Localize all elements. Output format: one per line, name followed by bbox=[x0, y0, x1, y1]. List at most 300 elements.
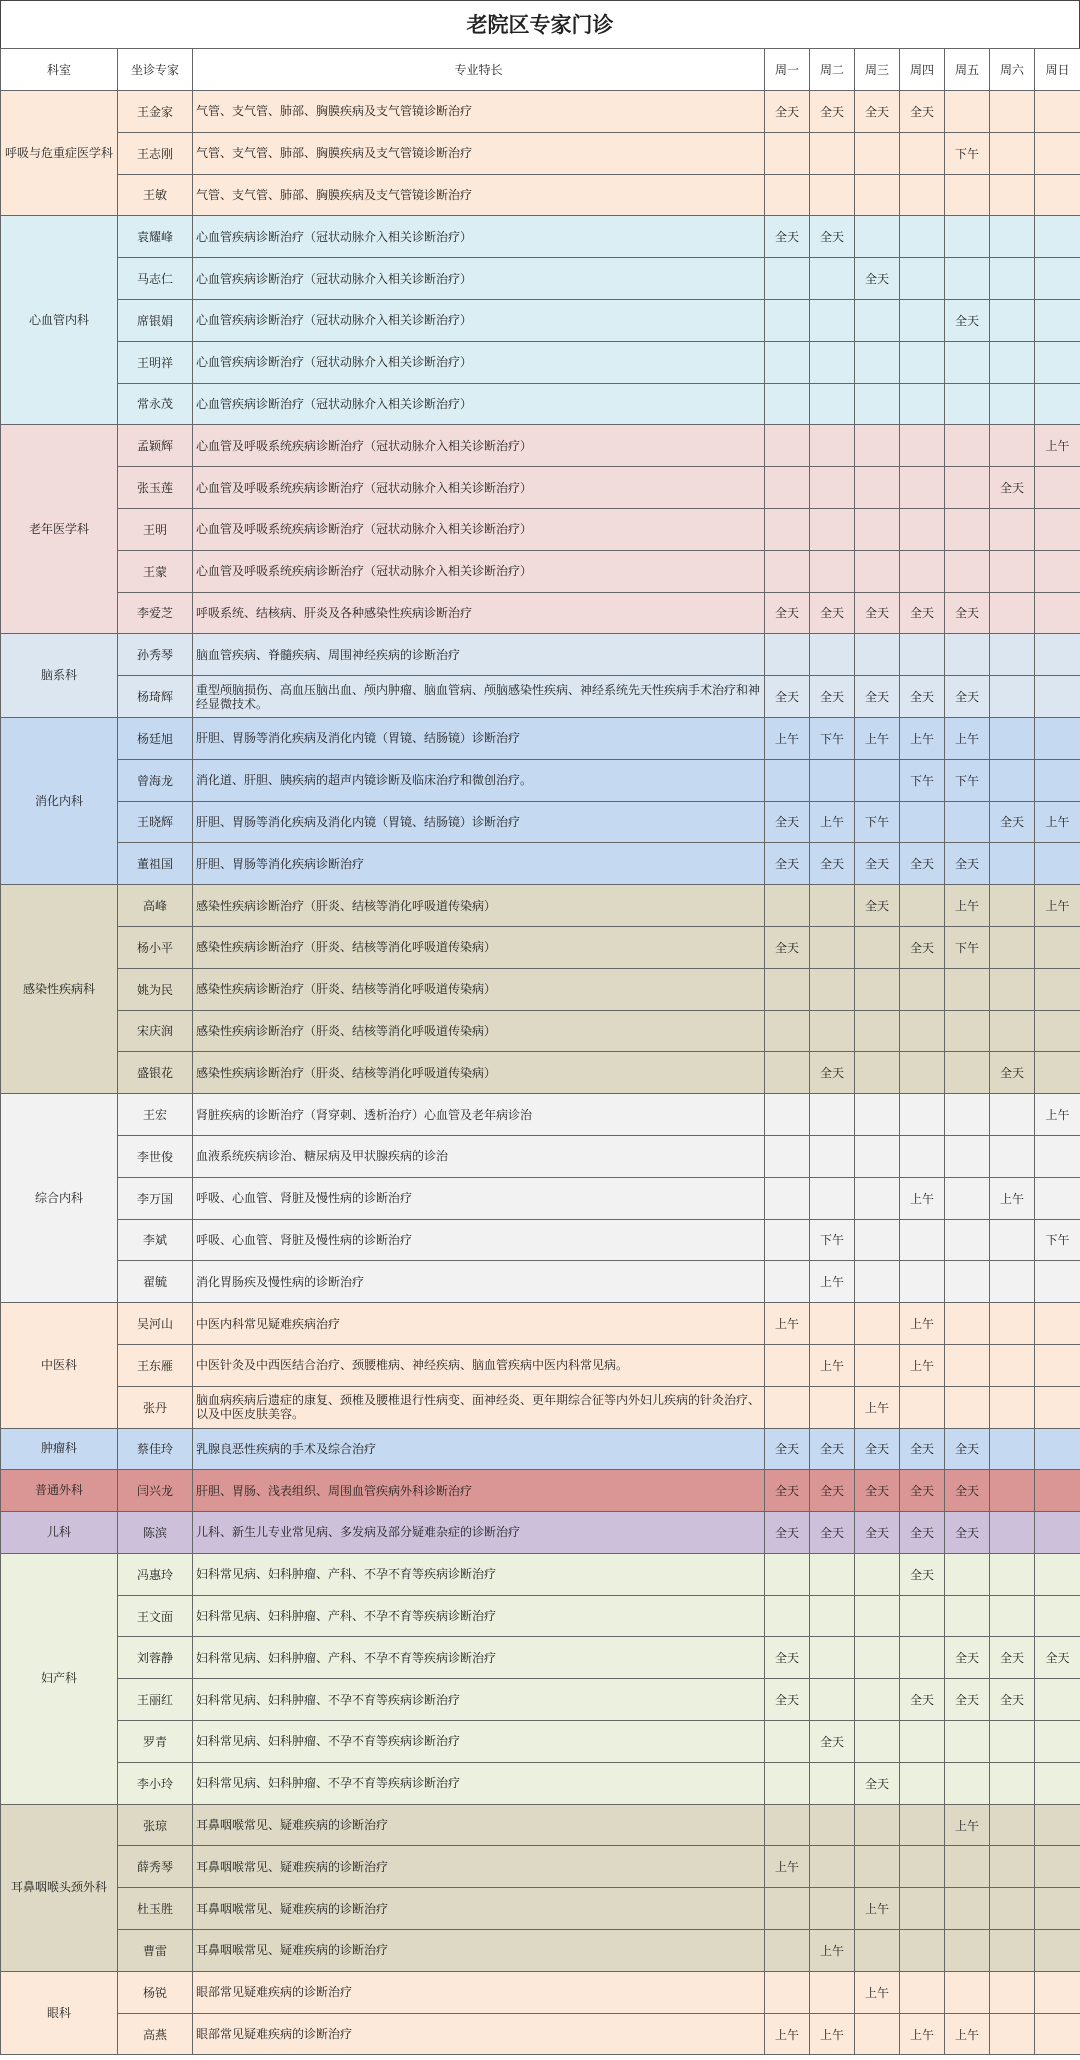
schedule-cell bbox=[990, 1010, 1035, 1052]
table-row bbox=[1, 1177, 1080, 1219]
schedule-cell bbox=[765, 968, 810, 1010]
schedule-cell bbox=[990, 2013, 1035, 2055]
doctor-name: 高燕 bbox=[118, 2013, 193, 2055]
schedule-cell bbox=[810, 759, 855, 801]
doctor-specialty: 感染性疾病诊断治疗（肝炎、结核等消化呼吸道传染病） bbox=[193, 1052, 765, 1094]
doctor-specialty: 心血管疾病诊断治疗（冠状动脉介入相关诊断治疗） bbox=[193, 299, 765, 341]
doctor-specialty: 耳鼻咽喉常见、疑难疾病的诊断治疗 bbox=[193, 1930, 765, 1972]
schedule-cell bbox=[990, 1846, 1035, 1888]
doctor-specialty: 心血管及呼吸系统疾病诊断治疗（冠状动脉介入相关诊断治疗） bbox=[193, 550, 765, 592]
schedule-cell bbox=[765, 132, 810, 174]
schedule-cell bbox=[855, 508, 900, 550]
schedule-cell bbox=[990, 926, 1035, 968]
header-specialty: 专业特长 bbox=[193, 49, 765, 91]
table-row bbox=[1, 1595, 1080, 1637]
schedule-cell bbox=[810, 968, 855, 1010]
schedule-cell bbox=[765, 1595, 810, 1637]
schedule-cell bbox=[945, 1177, 990, 1219]
doctor-name: 罗青 bbox=[118, 1721, 193, 1763]
doctor-specialty: 肾脏疾病的诊断治疗（肾穿刺、透析治疗）心血管及老年病诊治 bbox=[193, 1094, 765, 1136]
schedule-cell bbox=[900, 216, 945, 258]
schedule-cell bbox=[855, 926, 900, 968]
schedule-cell bbox=[855, 1135, 900, 1177]
schedule-cell bbox=[900, 1386, 945, 1428]
schedule-cell: 全天 bbox=[945, 1679, 990, 1721]
doctor-name: 杨琦辉 bbox=[118, 676, 193, 718]
schedule-cell bbox=[990, 885, 1035, 927]
doctor-specialty: 妇科常见病、妇科肿瘤、产科、不孕不育等疾病诊断治疗 bbox=[193, 1595, 765, 1637]
schedule-cell: 下午 bbox=[855, 801, 900, 843]
doctor-specialty: 呼吸、心血管、肾脏及慢性病的诊断治疗 bbox=[193, 1177, 765, 1219]
schedule-cell bbox=[765, 174, 810, 216]
schedule-cell bbox=[900, 885, 945, 927]
schedule-cell bbox=[765, 885, 810, 927]
schedule-cell bbox=[855, 1721, 900, 1763]
doctor-name: 高峰 bbox=[118, 885, 193, 927]
schedule-cell bbox=[945, 1762, 990, 1804]
schedule-cell bbox=[810, 1010, 855, 1052]
schedule-cell bbox=[945, 1094, 990, 1136]
schedule-cell bbox=[990, 1804, 1035, 1846]
schedule-cell bbox=[855, 1846, 900, 1888]
schedule-cell bbox=[1035, 1888, 1080, 1930]
schedule-cell: 全天 bbox=[810, 1052, 855, 1094]
schedule-cell: 下午 bbox=[1035, 1219, 1080, 1261]
doctor-name: 马志仁 bbox=[118, 258, 193, 300]
department-name: 消化内科 bbox=[1, 717, 118, 884]
doctor-specialty: 感染性疾病诊断治疗（肝炎、结核等消化呼吸道传染病） bbox=[193, 968, 765, 1010]
schedule-cell: 上午 bbox=[900, 717, 945, 759]
doctor-specialty: 心血管及呼吸系统疾病诊断治疗（冠状动脉介入相关诊断治疗） bbox=[193, 425, 765, 467]
doctor-specialty: 感染性疾病诊断治疗（肝炎、结核等消化呼吸道传染病） bbox=[193, 926, 765, 968]
schedule-cell bbox=[1035, 91, 1080, 133]
schedule-cell bbox=[855, 2013, 900, 2055]
table-row bbox=[1, 550, 1080, 592]
doctor-specialty: 消化道、肝胆、胰疾病的超声内镜诊断及临床治疗和微创治疗。 bbox=[193, 759, 765, 801]
schedule-cell bbox=[945, 1930, 990, 1972]
schedule-cell bbox=[810, 1637, 855, 1679]
schedule-cell: 全天 bbox=[855, 1470, 900, 1512]
schedule-cell: 全天 bbox=[810, 1512, 855, 1554]
schedule-cell bbox=[810, 1386, 855, 1428]
schedule-cell: 上午 bbox=[810, 801, 855, 843]
schedule-cell bbox=[945, 1721, 990, 1763]
schedule-cell bbox=[990, 1971, 1035, 2013]
schedule-cell: 全天 bbox=[810, 676, 855, 718]
schedule-cell: 全天 bbox=[810, 91, 855, 133]
schedule-cell bbox=[1035, 1052, 1080, 1094]
table-row bbox=[1, 592, 1080, 634]
schedule-cell bbox=[990, 676, 1035, 718]
department-name: 眼科 bbox=[1, 1971, 118, 2055]
doctor-name: 杜玉胜 bbox=[118, 1888, 193, 1930]
schedule-cell: 全天 bbox=[765, 216, 810, 258]
schedule-cell: 上午 bbox=[900, 1344, 945, 1386]
table-row bbox=[1, 2013, 1080, 2055]
doctor-name: 张玉莲 bbox=[118, 467, 193, 509]
doctor-specialty: 心血管及呼吸系统疾病诊断治疗（冠状动脉介入相关诊断治疗） bbox=[193, 467, 765, 509]
schedule-cell bbox=[900, 1595, 945, 1637]
doctor-specialty: 妇科常见病、妇科肿瘤、不孕不育等疾病诊断治疗 bbox=[193, 1721, 765, 1763]
schedule-cell: 下午 bbox=[900, 759, 945, 801]
doctor-specialty: 肝胆、胃肠等消化疾病诊断治疗 bbox=[193, 843, 765, 885]
doctor-specialty: 中医针灸及中西医结合治疗、颈腰椎病、神经疾病、脑血管疾病中医内科常见病。 bbox=[193, 1344, 765, 1386]
table-row bbox=[1, 383, 1080, 425]
header-day: 周四 bbox=[900, 49, 945, 91]
doctor-name: 王明祥 bbox=[118, 341, 193, 383]
doctor-specialty: 眼部常见疑难疾病的诊断治疗 bbox=[193, 2013, 765, 2055]
schedule-cell bbox=[855, 1261, 900, 1303]
table-row bbox=[1, 1261, 1080, 1303]
schedule-cell bbox=[810, 1177, 855, 1219]
schedule-cell bbox=[945, 425, 990, 467]
schedule-cell bbox=[855, 1595, 900, 1637]
schedule-cell bbox=[855, 174, 900, 216]
schedule-cell bbox=[990, 258, 1035, 300]
schedule-cell: 全天 bbox=[810, 1721, 855, 1763]
schedule-cell bbox=[900, 258, 945, 300]
header-day: 周六 bbox=[990, 49, 1035, 91]
schedule-cell bbox=[990, 1428, 1035, 1470]
doctor-specialty: 妇科常见病、妇科肿瘤、产科、不孕不育等疾病诊断治疗 bbox=[193, 1553, 765, 1595]
schedule-cell: 全天 bbox=[810, 1428, 855, 1470]
doctor-specialty: 耳鼻咽喉常见、疑难疾病的诊断治疗 bbox=[193, 1804, 765, 1846]
schedule-cell bbox=[855, 341, 900, 383]
doctor-name: 王晓辉 bbox=[118, 801, 193, 843]
schedule-cell: 全天 bbox=[900, 592, 945, 634]
schedule-cell bbox=[945, 968, 990, 1010]
department-name: 普通外科 bbox=[1, 1470, 118, 1512]
schedule-cell bbox=[990, 1930, 1035, 1972]
schedule-cell bbox=[945, 1344, 990, 1386]
schedule-cell: 上午 bbox=[900, 1177, 945, 1219]
schedule-cell bbox=[1035, 341, 1080, 383]
schedule-cell bbox=[900, 1052, 945, 1094]
schedule-cell: 上午 bbox=[1035, 425, 1080, 467]
schedule-cell bbox=[855, 467, 900, 509]
schedule-cell bbox=[1035, 1344, 1080, 1386]
schedule-cell bbox=[855, 1637, 900, 1679]
schedule-cell bbox=[990, 341, 1035, 383]
schedule-cell bbox=[765, 1219, 810, 1261]
table-row bbox=[1, 1512, 1080, 1554]
schedule-cell bbox=[1035, 1553, 1080, 1595]
schedule-cell bbox=[900, 1888, 945, 1930]
doctor-specialty: 血液系统疾病诊治、糖尿病及甲状腺疾病的诊治 bbox=[193, 1135, 765, 1177]
schedule-cell bbox=[945, 1553, 990, 1595]
schedule-cell bbox=[990, 1762, 1035, 1804]
schedule-cell bbox=[855, 1303, 900, 1345]
schedule-cell bbox=[1035, 467, 1080, 509]
schedule-cell bbox=[855, 1930, 900, 1972]
schedule-cell: 全天 bbox=[855, 258, 900, 300]
department-name: 中医科 bbox=[1, 1303, 118, 1428]
doctor-name: 李斌 bbox=[118, 1219, 193, 1261]
schedule-cell bbox=[900, 1637, 945, 1679]
doctor-name: 盛银花 bbox=[118, 1052, 193, 1094]
schedule-cell: 全天 bbox=[765, 1428, 810, 1470]
doctor-name: 曹雷 bbox=[118, 1930, 193, 1972]
schedule-cell bbox=[900, 341, 945, 383]
table-row bbox=[1, 1135, 1080, 1177]
schedule-cell bbox=[990, 1135, 1035, 1177]
doctor-specialty: 心血管疾病诊断治疗（冠状动脉介入相关诊断治疗） bbox=[193, 258, 765, 300]
schedule-cell bbox=[1035, 1512, 1080, 1554]
schedule-cell bbox=[765, 341, 810, 383]
doctor-specialty: 脑血管疾病、脊髓疾病、周围神经疾病的诊断治疗 bbox=[193, 634, 765, 676]
schedule-cell: 下午 bbox=[945, 759, 990, 801]
schedule-cell bbox=[1035, 1595, 1080, 1637]
header-day: 周日 bbox=[1035, 49, 1080, 91]
schedule-cell: 下午 bbox=[810, 1219, 855, 1261]
schedule-cell bbox=[900, 1010, 945, 1052]
schedule-cell: 上午 bbox=[945, 1804, 990, 1846]
schedule-cell bbox=[855, 1553, 900, 1595]
department-name: 心血管内科 bbox=[1, 216, 118, 425]
header-day: 周一 bbox=[765, 49, 810, 91]
schedule-cell bbox=[1035, 1177, 1080, 1219]
schedule-cell bbox=[855, 425, 900, 467]
table-row bbox=[1, 1637, 1080, 1679]
doctor-specialty: 心血管及呼吸系统疾病诊断治疗（冠状动脉介入相关诊断治疗） bbox=[193, 508, 765, 550]
schedule-cell bbox=[855, 216, 900, 258]
schedule-cell bbox=[990, 717, 1035, 759]
schedule-cell bbox=[945, 341, 990, 383]
schedule-cell bbox=[990, 1303, 1035, 1345]
table-row bbox=[1, 1679, 1080, 1721]
doctor-name: 王蒙 bbox=[118, 550, 193, 592]
table-row bbox=[1, 91, 1080, 133]
schedule-cell bbox=[765, 1344, 810, 1386]
schedule-cell bbox=[765, 1888, 810, 1930]
doctor-name: 王金家 bbox=[118, 91, 193, 133]
doctor-name: 董祖国 bbox=[118, 843, 193, 885]
department-name: 儿科 bbox=[1, 1512, 118, 1554]
doctor-specialty: 气管、支气管、肺部、胸膜疾病及支气管镜诊断治疗 bbox=[193, 174, 765, 216]
schedule-cell bbox=[1035, 717, 1080, 759]
doctor-name: 翟毓 bbox=[118, 1261, 193, 1303]
schedule-cell: 全天 bbox=[900, 1470, 945, 1512]
schedule-cell bbox=[810, 467, 855, 509]
doctor-name: 薛秀琴 bbox=[118, 1846, 193, 1888]
table-row bbox=[1, 1846, 1080, 1888]
header-doctor: 坐诊专家 bbox=[118, 49, 193, 91]
doctor-specialty: 妇科常见病、妇科肿瘤、产科、不孕不育等疾病诊断治疗 bbox=[193, 1637, 765, 1679]
schedule-cell bbox=[945, 1595, 990, 1637]
table-row bbox=[1, 1470, 1080, 1512]
schedule-cell bbox=[900, 1930, 945, 1972]
schedule-cell bbox=[990, 843, 1035, 885]
schedule-cell bbox=[810, 132, 855, 174]
doctor-specialty: 呼吸系统、结核病、肝炎及各种感染性疾病诊断治疗 bbox=[193, 592, 765, 634]
schedule-cell bbox=[810, 1804, 855, 1846]
schedule-cell bbox=[765, 258, 810, 300]
doctor-name: 曾海龙 bbox=[118, 759, 193, 801]
schedule-cell bbox=[765, 425, 810, 467]
schedule-cell bbox=[810, 174, 855, 216]
schedule-cell: 上午 bbox=[900, 2013, 945, 2055]
schedule-cell: 上午 bbox=[810, 2013, 855, 2055]
schedule-cell: 上午 bbox=[810, 1344, 855, 1386]
doctor-specialty: 呼吸、心血管、肾脏及慢性病的诊断治疗 bbox=[193, 1219, 765, 1261]
doctor-specialty: 眼部常见疑难疾病的诊断治疗 bbox=[193, 1971, 765, 2013]
schedule-cell: 全天 bbox=[900, 1428, 945, 1470]
schedule-cell bbox=[990, 174, 1035, 216]
schedule-cell: 全天 bbox=[765, 1470, 810, 1512]
schedule-cell: 全天 bbox=[1035, 1637, 1080, 1679]
doctor-name: 杨小平 bbox=[118, 926, 193, 968]
schedule-cell bbox=[855, 1679, 900, 1721]
schedule-cell bbox=[990, 1261, 1035, 1303]
table-row bbox=[1, 508, 1080, 550]
doctor-name: 闫兴龙 bbox=[118, 1470, 193, 1512]
schedule-cell bbox=[765, 1052, 810, 1094]
doctor-specialty: 儿科、新生儿专业常见病、多发病及部分疑难杂症的诊断治疗 bbox=[193, 1512, 765, 1554]
schedule-cell bbox=[990, 634, 1035, 676]
schedule-cell: 全天 bbox=[945, 843, 990, 885]
table-row bbox=[1, 216, 1080, 258]
schedule-cell bbox=[1035, 299, 1080, 341]
schedule-cell: 上午 bbox=[810, 1261, 855, 1303]
doctor-name: 李小玲 bbox=[118, 1762, 193, 1804]
schedule-cell bbox=[810, 1679, 855, 1721]
doctor-name: 陈滨 bbox=[118, 1512, 193, 1554]
doctor-name: 杨廷旭 bbox=[118, 717, 193, 759]
doctor-name: 王文面 bbox=[118, 1595, 193, 1637]
schedule-cell: 上午 bbox=[1035, 885, 1080, 927]
schedule-cell bbox=[1035, 174, 1080, 216]
table-row bbox=[1, 676, 1080, 718]
schedule-cell bbox=[810, 550, 855, 592]
schedule-cell bbox=[1035, 508, 1080, 550]
schedule-cell bbox=[765, 1804, 810, 1846]
doctor-name: 席银娟 bbox=[118, 299, 193, 341]
schedule-cell bbox=[990, 299, 1035, 341]
doctor-specialty: 肝胆、胃肠等消化疾病及消化内镜（胃镜、结肠镜）诊断治疗 bbox=[193, 717, 765, 759]
schedule-cell: 全天 bbox=[855, 885, 900, 927]
table-row bbox=[1, 1052, 1080, 1094]
department-name: 感染性疾病科 bbox=[1, 885, 118, 1094]
schedule-cell bbox=[1035, 1261, 1080, 1303]
schedule-cell: 全天 bbox=[765, 91, 810, 133]
schedule-cell bbox=[900, 1804, 945, 1846]
schedule-cell bbox=[945, 1052, 990, 1094]
department-name: 耳鼻咽喉头颈外科 bbox=[1, 1804, 118, 1971]
table-row bbox=[1, 759, 1080, 801]
header-day: 周二 bbox=[810, 49, 855, 91]
header-row bbox=[1, 49, 1080, 91]
table-row bbox=[1, 425, 1080, 467]
schedule-cell: 全天 bbox=[765, 801, 810, 843]
schedule-cell bbox=[990, 968, 1035, 1010]
schedule-cell bbox=[945, 1261, 990, 1303]
schedule-cell bbox=[1035, 1010, 1080, 1052]
schedule-cell bbox=[1035, 1971, 1080, 2013]
schedule-cell bbox=[990, 508, 1035, 550]
table-row bbox=[1, 1303, 1080, 1345]
table-row bbox=[1, 1804, 1080, 1846]
table-row bbox=[1, 1888, 1080, 1930]
schedule-cell bbox=[990, 91, 1035, 133]
schedule-cell bbox=[990, 132, 1035, 174]
schedule-cell bbox=[990, 383, 1035, 425]
schedule-cell bbox=[900, 968, 945, 1010]
schedule-cell bbox=[945, 91, 990, 133]
schedule-cell bbox=[1035, 1762, 1080, 1804]
table-row bbox=[1, 1094, 1080, 1136]
schedule-cell bbox=[1035, 383, 1080, 425]
schedule-cell bbox=[945, 216, 990, 258]
schedule-cell bbox=[855, 132, 900, 174]
schedule-cell bbox=[990, 1512, 1035, 1554]
schedule-cell bbox=[900, 383, 945, 425]
schedule-cell: 全天 bbox=[900, 1512, 945, 1554]
schedule-cell: 上午 bbox=[1035, 1094, 1080, 1136]
schedule-cell bbox=[1035, 1303, 1080, 1345]
schedule-cell bbox=[765, 550, 810, 592]
schedule-cell: 上午 bbox=[765, 1846, 810, 1888]
doctor-name: 孟颖辉 bbox=[118, 425, 193, 467]
doctor-specialty: 消化胃肠疾及慢性病的诊断治疗 bbox=[193, 1261, 765, 1303]
schedule-cell bbox=[900, 1721, 945, 1763]
schedule-cell bbox=[990, 1553, 1035, 1595]
schedule-cell bbox=[765, 1094, 810, 1136]
schedule-cell bbox=[900, 550, 945, 592]
table-row bbox=[1, 968, 1080, 1010]
table-row bbox=[1, 258, 1080, 300]
table-row bbox=[1, 634, 1080, 676]
doctor-name: 张琼 bbox=[118, 1804, 193, 1846]
schedule-cell bbox=[855, 1094, 900, 1136]
schedule-cell bbox=[810, 1846, 855, 1888]
schedule-cell bbox=[900, 425, 945, 467]
schedule-cell bbox=[765, 1135, 810, 1177]
schedule-cell bbox=[810, 383, 855, 425]
schedule-cell: 全天 bbox=[810, 1470, 855, 1512]
schedule-cell bbox=[990, 592, 1035, 634]
schedule-cell: 全天 bbox=[810, 592, 855, 634]
schedule-cell bbox=[810, 1595, 855, 1637]
schedule-cell: 全天 bbox=[945, 299, 990, 341]
schedule-cell bbox=[945, 1010, 990, 1052]
schedule-cell: 全天 bbox=[900, 926, 945, 968]
doctor-name: 王丽红 bbox=[118, 1679, 193, 1721]
schedule-cell bbox=[945, 1135, 990, 1177]
doctor-name: 孙秀琴 bbox=[118, 634, 193, 676]
department-name: 老年医学科 bbox=[1, 425, 118, 634]
schedule-cell bbox=[945, 1846, 990, 1888]
schedule-body bbox=[1, 91, 1080, 2055]
doctor-name: 刘蓉静 bbox=[118, 1637, 193, 1679]
schedule-cell: 全天 bbox=[990, 1052, 1035, 1094]
schedule-cell bbox=[900, 132, 945, 174]
schedule-cell: 全天 bbox=[855, 1428, 900, 1470]
schedule-cell: 全天 bbox=[945, 592, 990, 634]
schedule-cell bbox=[810, 299, 855, 341]
schedule-cell bbox=[990, 1470, 1035, 1512]
schedule-cell: 下午 bbox=[945, 926, 990, 968]
table-row bbox=[1, 1971, 1080, 2013]
table-row bbox=[1, 1553, 1080, 1595]
schedule-cell bbox=[945, 258, 990, 300]
doctor-specialty: 耳鼻咽喉常见、疑难疾病的诊断治疗 bbox=[193, 1888, 765, 1930]
schedule-cell: 全天 bbox=[900, 843, 945, 885]
table-row bbox=[1, 1721, 1080, 1763]
schedule-cell bbox=[855, 383, 900, 425]
schedule-cell: 全天 bbox=[990, 1637, 1035, 1679]
schedule-cell bbox=[855, 1219, 900, 1261]
doctor-specialty: 肝胆、胃肠等消化疾病及消化内镜（胃镜、结肠镜）诊断治疗 bbox=[193, 801, 765, 843]
